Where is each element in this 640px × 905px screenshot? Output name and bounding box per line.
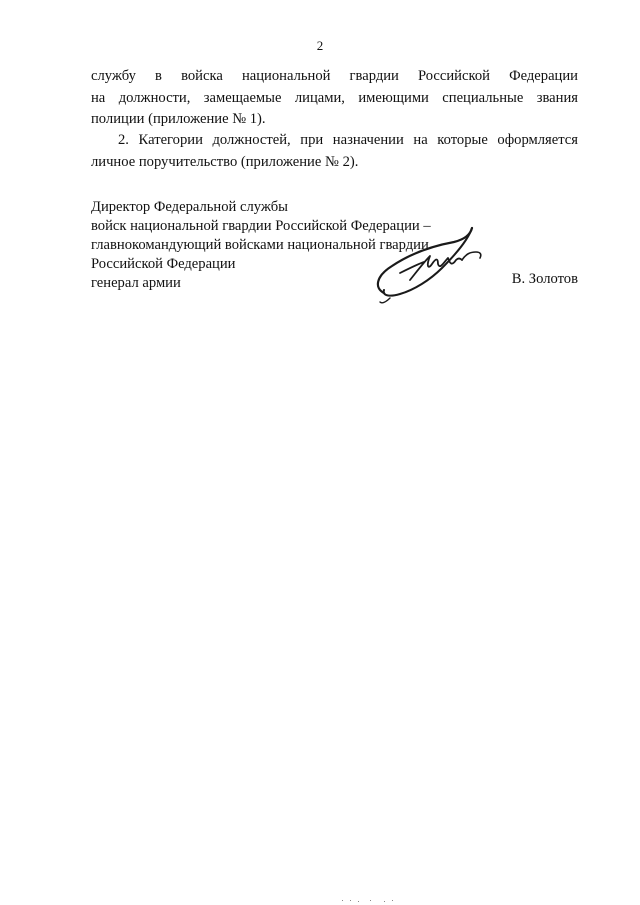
signatory-title-line: Российской Федерации xyxy=(91,256,236,272)
paragraph-2 xyxy=(91,130,578,173)
handwritten-signature xyxy=(370,218,500,308)
paragraph-2-line: личное поручительство (приложение № 2). xyxy=(91,153,359,170)
page-number: 2 xyxy=(316,38,324,53)
paragraph-1-line: службу в войска национальной гвардии Российской Федерации xyxy=(91,68,578,84)
signatory-rank: генерал армии xyxy=(91,275,181,291)
signatory-title-line: Директор Федеральной службы xyxy=(91,199,288,215)
paragraph-1-line: на должности, замещаемые лицами, имеющими специальные звания xyxy=(91,89,578,106)
signatory-title-line: войск национальной гвардии Российской Федерации – xyxy=(91,218,431,234)
signatory-name: В. Золотов xyxy=(511,271,578,287)
signatory-title-line: главнокомандующий войсками национальной гвардии xyxy=(91,237,429,253)
paragraph-1 xyxy=(91,66,578,131)
scan-specks xyxy=(340,899,400,903)
paragraph-2-line: 2. Категории должностей, при назначении на которые оформляется xyxy=(118,132,578,148)
paragraph-1-line: полиции (приложение № 1). xyxy=(91,111,266,127)
